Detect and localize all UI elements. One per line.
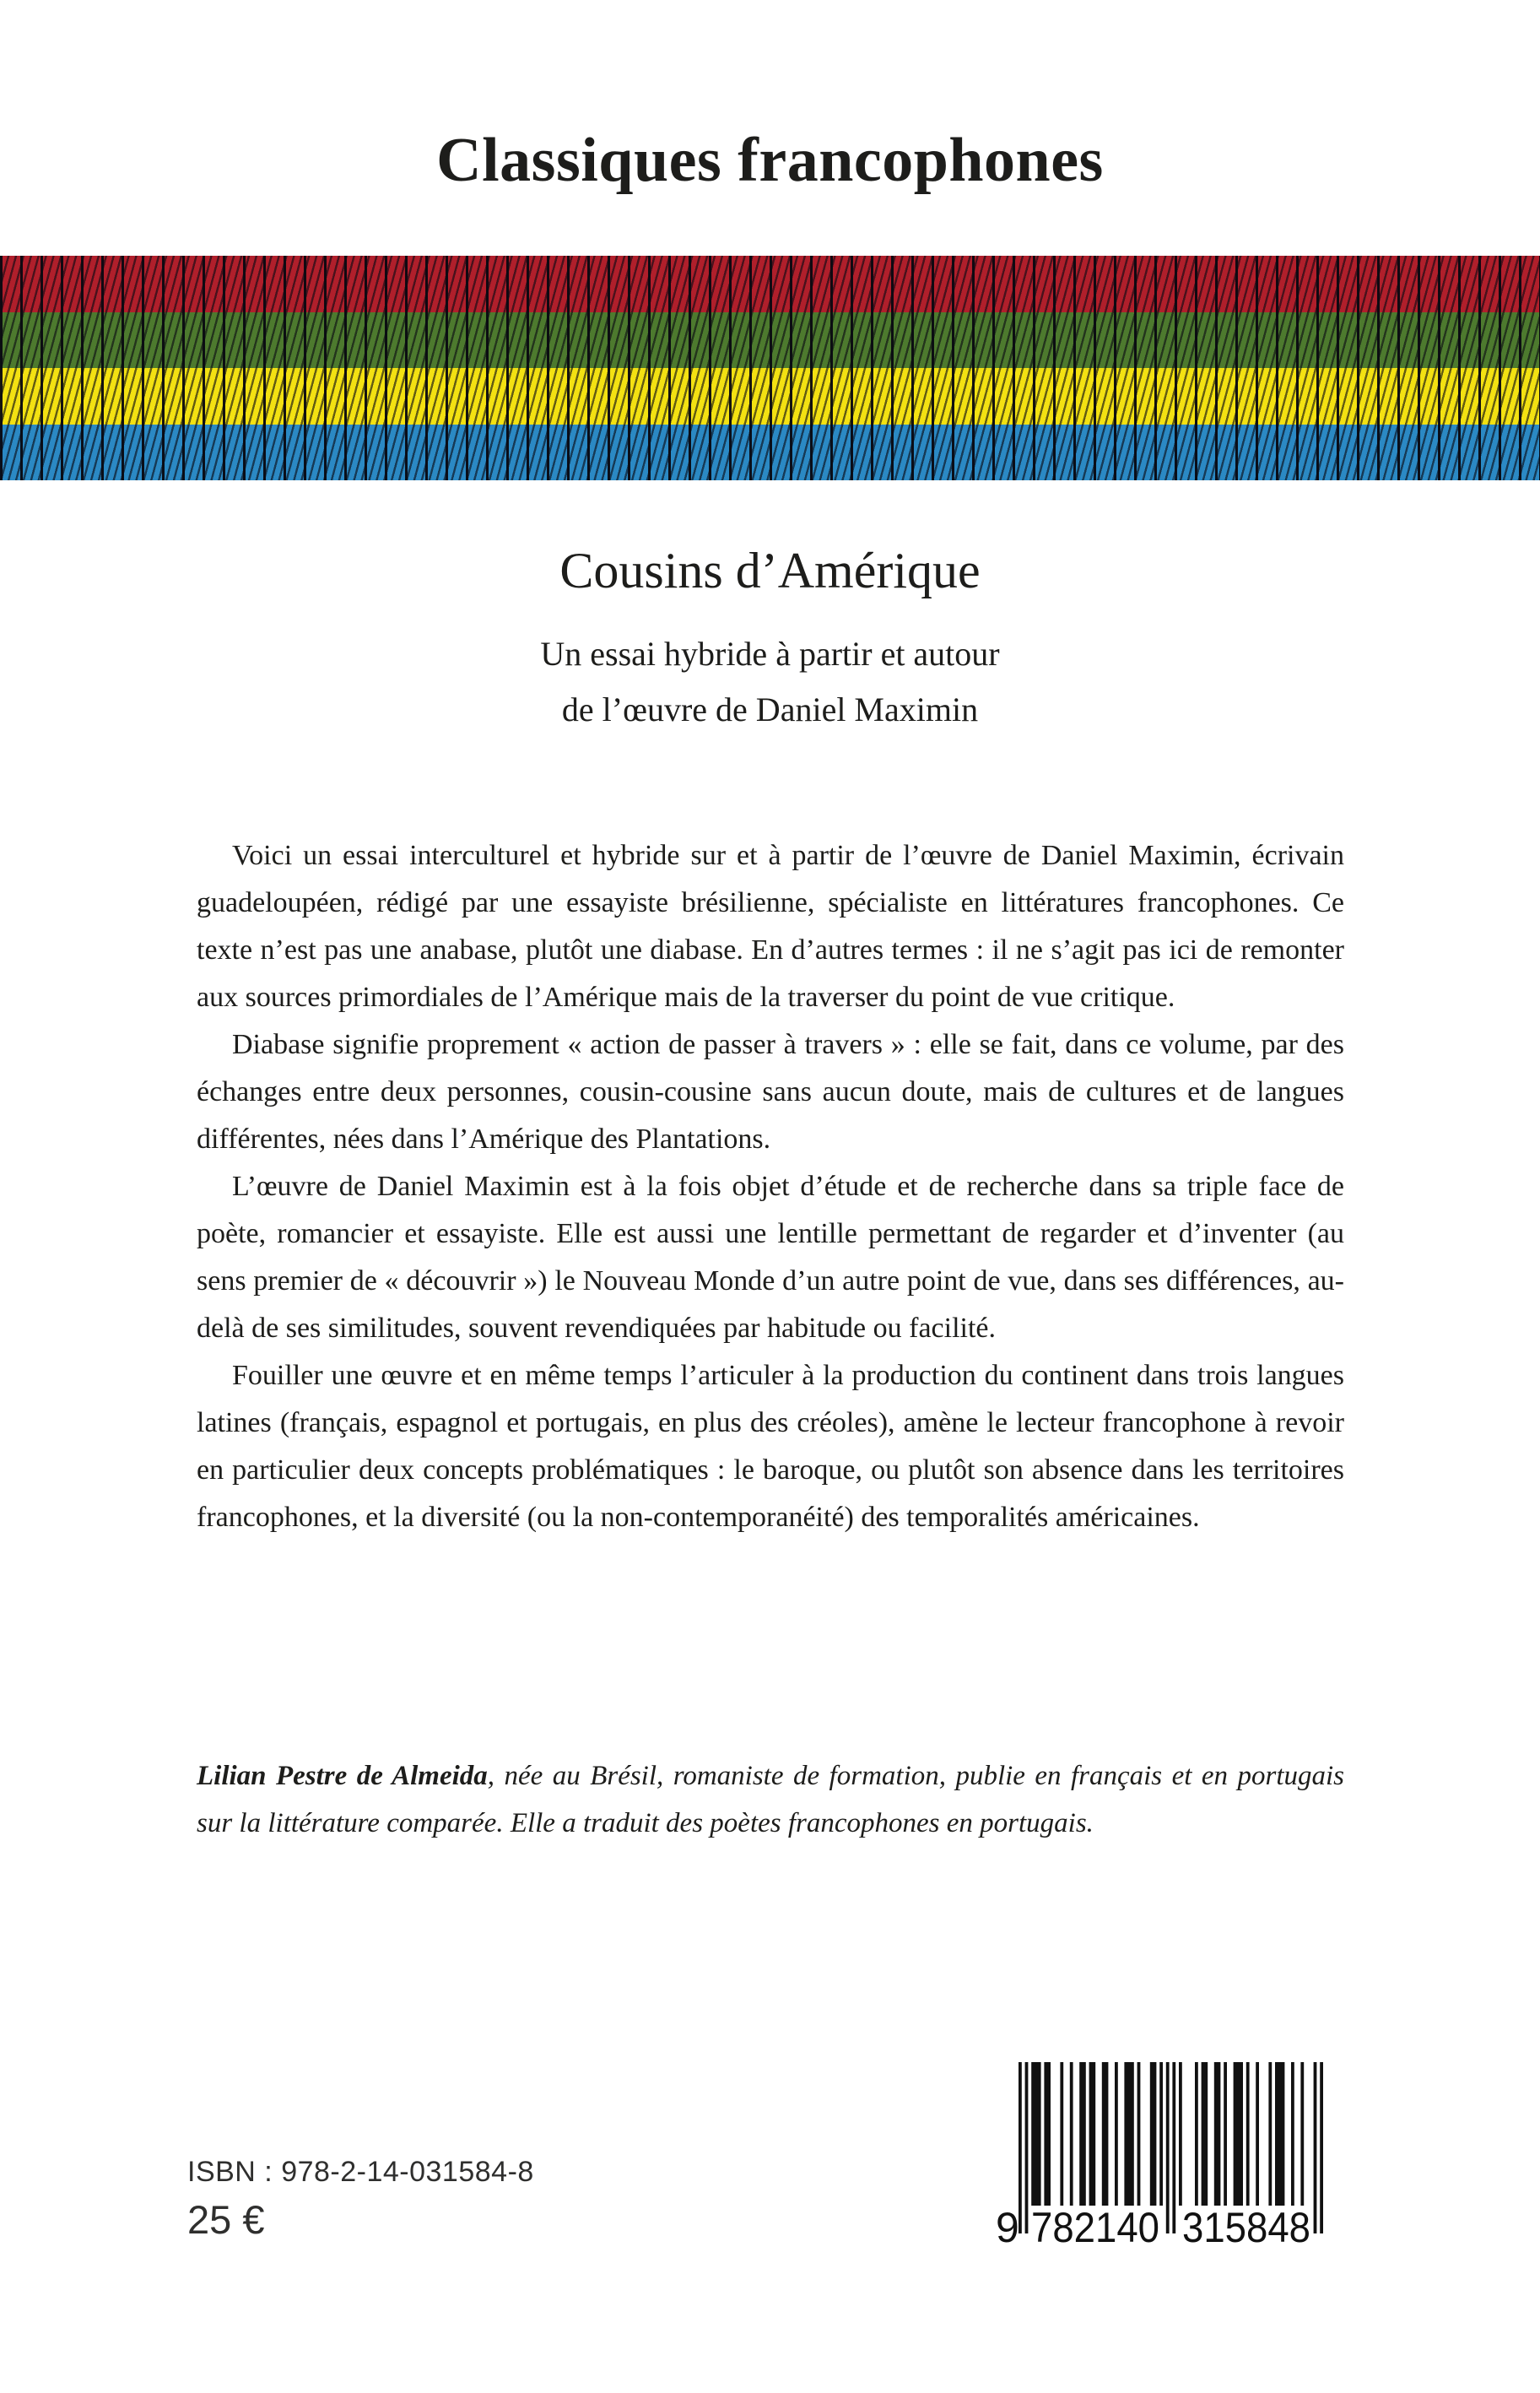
book-subtitle-line-1: Un essai hybride à partir et autour xyxy=(540,635,1000,673)
synopsis-paragraph: Voici un essai interculturel et hybride sur et à partir de l’œuvre de Daniel Maximin, écrivain guadeloupéen, rédigé par une essayiste brésilienne, spécialiste en littératures francophones. Ce texte n’est pas une anabase, plutôt une diabase. En d’autres termes : il ne s’agit pas ici de remonter aux sources primordiales de l’Amérique mais de la traverser du point de vue critique. xyxy=(197,840,1344,1013)
author-name: Lilian Pestre de Almeida xyxy=(197,1761,488,1791)
barcode-group-left: 782140 xyxy=(1031,2204,1159,2246)
barcode-group-right: 315848 xyxy=(1182,2204,1310,2246)
book-subtitle xyxy=(0,626,1540,738)
synopsis-paragraph: L’œuvre de Daniel Maximin est à la fois objet d’étude et de recherche dans sa triple face de poète, romancier et essayiste. Elle est aussi une lentille permettant de regarder et d’inventer (au sens premier de « découvrir ») le Nouveau Monde d’un autre point de vue, dans ses différences, au-delà de ses similitudes, souvent revendiquées par habitude ou facilité. xyxy=(197,1171,1344,1344)
price-label: 25 € xyxy=(187,2197,265,2242)
ean13-barcode xyxy=(994,2062,1327,2246)
book-subtitle-line-2: de l’œuvre de Daniel Maximin xyxy=(561,690,979,728)
author-bio-text: , née au Brésil, romaniste de formation, publie en français et en portugais sur la littérature comparée. Elle a traduit des poètes francophones en portugais. xyxy=(197,1761,1344,1838)
book-title: Cousins d’Amérique xyxy=(559,543,981,598)
synopsis-paragraph: Diabase signifie proprement « action de passer à travers » : elle se fait, dans ce volume, par des échanges entre deux personnes, cousin-cousine sans aucun doute, mais de cultures et de langues différentes, nées dans l’Amérique des Plantations. xyxy=(197,1029,1344,1155)
barcode-graphic xyxy=(994,2062,1327,2246)
barcode-digit-left: 9 xyxy=(996,2204,1019,2246)
band-hatch-texture xyxy=(0,256,1540,480)
decorative-stripe-band xyxy=(0,256,1540,480)
isbn-label: ISBN : 978-2-14-031584-8 xyxy=(187,2156,534,2188)
collection-title: Classiques francophones xyxy=(436,126,1104,195)
synopsis-paragraph: Fouiller une œuvre et en même temps l’articuler à la production du continent dans trois langues latines (français, espagnol et portugais, en plus des créoles), amène le lecteur francophone à revoir en particulier deux concepts problématiques : le baroque, ou plutôt son absence dans les territoires francophones, et la diversité (ou la non-contemporanéité) des temporalités américaines. xyxy=(197,1360,1344,1533)
synopsis xyxy=(197,832,1344,1541)
author-bio xyxy=(197,1752,1344,1847)
